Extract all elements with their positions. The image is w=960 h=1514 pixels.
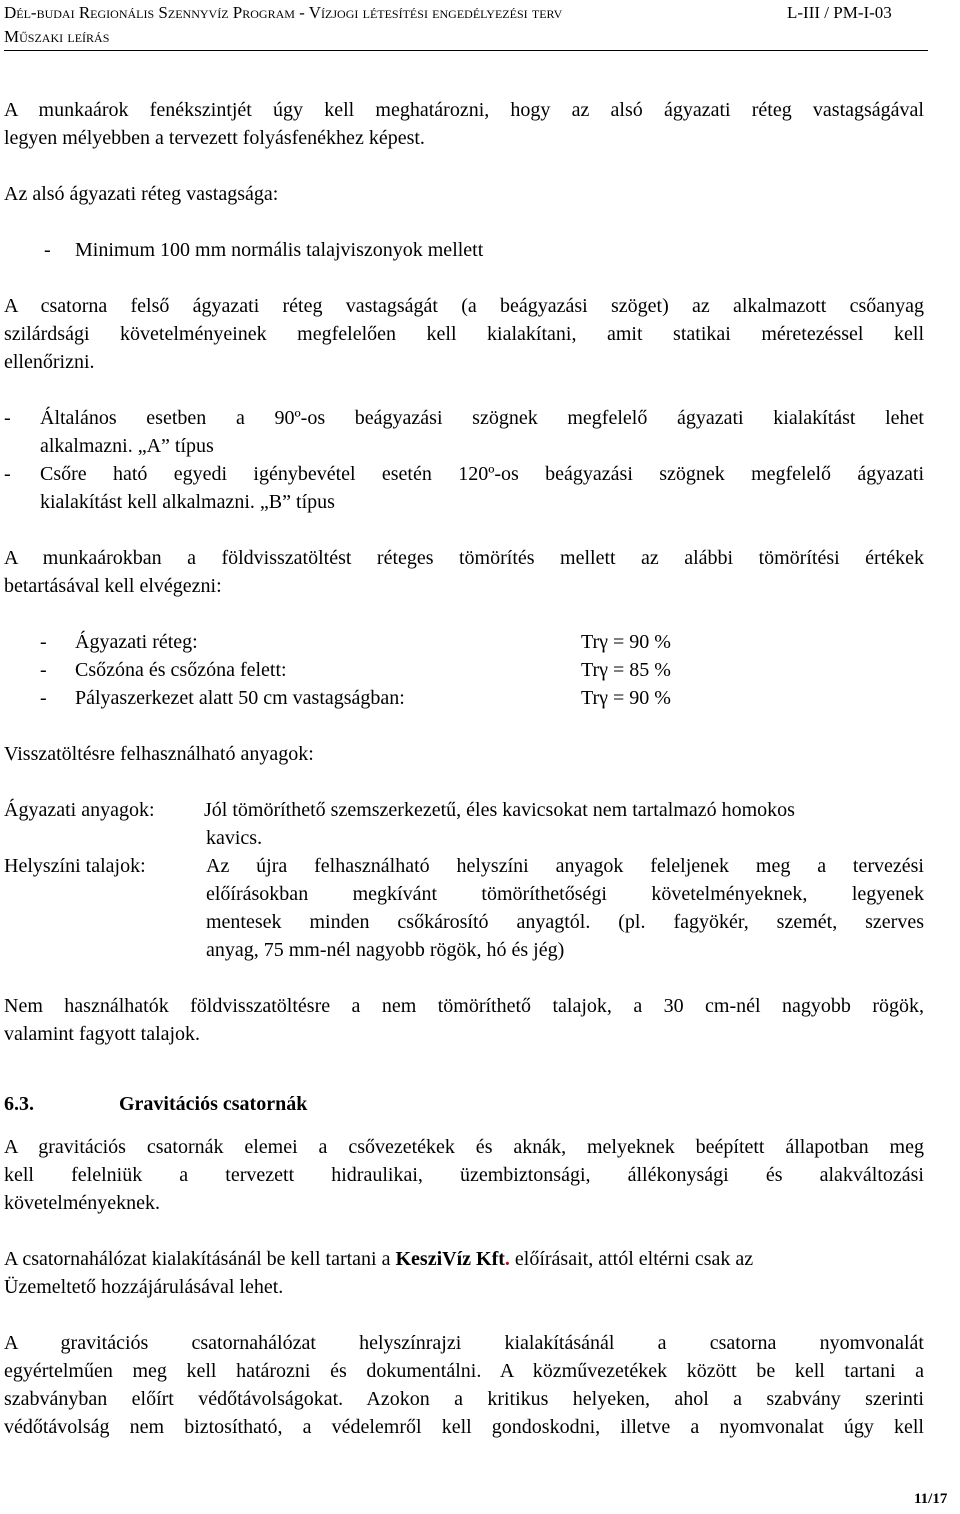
text-run: A csatornahálózat kialakításánál be kell tartani a xyxy=(4,1248,396,1270)
compaction-value: Trγ = 90 % xyxy=(581,687,671,709)
paragraph-line: Az alsó ágyazati réteg vastagsága: xyxy=(4,183,279,205)
list-dash: - xyxy=(44,239,51,261)
section-title: Gravitációs csatornák xyxy=(119,1093,308,1115)
materials-text: előírásokban megkívánt tömöríthetőségi követelményeknek, legyenek xyxy=(206,883,924,905)
list-item-text: Általános esetben a 90º-os beágyazási szögnek megfelelő ágyazati kialakítást lehet xyxy=(40,407,924,429)
list-dash: - xyxy=(40,659,47,681)
list-dash: - xyxy=(40,631,47,653)
list-item-text: alkalmazni. „A” típus xyxy=(40,435,214,457)
company-name-period: . xyxy=(504,1248,510,1270)
list-dash: - xyxy=(4,407,11,429)
list-dash: - xyxy=(40,687,47,709)
compaction-value: Trγ = 85 % xyxy=(581,659,671,681)
header-title: Dél-budai Regionális Szennyvíz Program - Vízjogi létesítési engedélyezési terv xyxy=(4,3,563,22)
materials-text: anyag, 75 mm-nél nagyobb rögök, hó és jég) xyxy=(206,939,565,961)
materials-label: Ágyazati anyagok: xyxy=(4,799,155,821)
header-code: L-III / PM-I-03 xyxy=(787,3,892,22)
paragraph-line: valamint fagyott talajok. xyxy=(4,1023,201,1045)
paragraph-line: követelményeknek. xyxy=(4,1192,161,1214)
compaction-label: Ágyazati réteg: xyxy=(75,631,198,653)
paragraph-line: Visszatöltésre felhasználható anyagok: xyxy=(4,743,314,765)
materials-text: kavics. xyxy=(206,827,263,849)
list-dash: - xyxy=(4,463,11,485)
compaction-label: Pályaszerkezet alatt 50 cm vastagságban: xyxy=(75,687,405,709)
paragraph-line: betartásával kell elvégezni: xyxy=(4,575,222,597)
materials-text: Az újra felhasználható helyszíni anyagok feleljenek meg a tervezési xyxy=(206,855,924,877)
list-item-text: kialakítást kell alkalmazni. „B” típus xyxy=(40,491,335,513)
paragraph-line: A gravitációs csatornahálózat helyszínrajzi kialakításánál a csatorna nyomvonalát xyxy=(4,1332,924,1354)
paragraph-line xyxy=(4,1245,924,1273)
compaction-value: Trγ = 90 % xyxy=(581,631,671,653)
section-number: 6.3. xyxy=(4,1093,34,1115)
list-item-text: Csőre ható egyedi igénybevétel esetén 120º-os beágyazási szögnek megfelelő ágyazati xyxy=(40,463,924,485)
header-subtitle: Műszaki leírás xyxy=(4,27,110,46)
paragraph-line: szilárdsági követelményeinek megfelelően kell kialakítani, amit statikai méretezéssel kell xyxy=(4,323,924,345)
materials-text: mentesek minden csőkárosító anyagtól. (pl. fagyökér, szemét, szerves xyxy=(206,911,924,933)
paragraph-line: Üzemeltető hozzájárulásával lehet. xyxy=(4,1276,284,1298)
company-name: KesziVíz Kft xyxy=(395,1248,505,1270)
paragraph-line: egyértelműen meg kell határozni és dokumentálni. A közművezetékek között be kell tartani a xyxy=(4,1360,924,1382)
text-run: előírásait, attól eltérni csak az xyxy=(509,1248,754,1270)
paragraph-line: szabványban előírt védőtávolságokat. Azokon a kritikus helyeken, ahol a szabvány szerinti xyxy=(4,1388,924,1410)
paragraph-line: Nem használhatók földvisszatöltésre a nem tömöríthető talajok, a 30 cm-nél nagyobb rögök, xyxy=(4,995,924,1017)
list-item-text: Minimum 100 mm normális talajviszonyok mellett xyxy=(75,239,484,261)
paragraph-line: kell felelniük a tervezett hidraulikai, üzembiztonsági, állékonysági és alakváltozási xyxy=(4,1164,924,1186)
materials-text: Jól tömöríthető szemszerkezetű, éles kavicsokat nem tartalmazó homokos xyxy=(204,799,795,821)
materials-label: Helyszíni talajok: xyxy=(4,855,146,877)
paragraph-line: A csatorna felső ágyazati réteg vastagságát (a beágyazási szöget) az alkalmazott csőanyag xyxy=(4,295,924,317)
compaction-label: Csőzóna és csőzóna felett: xyxy=(75,659,287,681)
paragraph-line: legyen mélyebben a tervezett folyásfenékhez képest. xyxy=(4,127,425,149)
paragraph-line: A munkaárok fenékszintjét úgy kell meghatározni, hogy az alsó ágyazati réteg vastagságával xyxy=(4,99,924,121)
paragraph-line: A munkaárokban a földvisszatöltést réteges tömörítés mellett az alábbi tömörítési értékek xyxy=(4,547,924,569)
header-rule xyxy=(4,50,928,51)
page-number: 11/17 xyxy=(914,1491,948,1507)
paragraph-line: ellenőrizni. xyxy=(4,351,95,373)
paragraph-line: A gravitációs csatornák elemei a csővezetékek és aknák, melyeknek beépített állapotban meg xyxy=(4,1136,924,1158)
paragraph-line: védőtávolság nem biztosítható, a védelemről kell gondoskodni, illetve a nyomvonalat úgy kell xyxy=(4,1416,924,1438)
